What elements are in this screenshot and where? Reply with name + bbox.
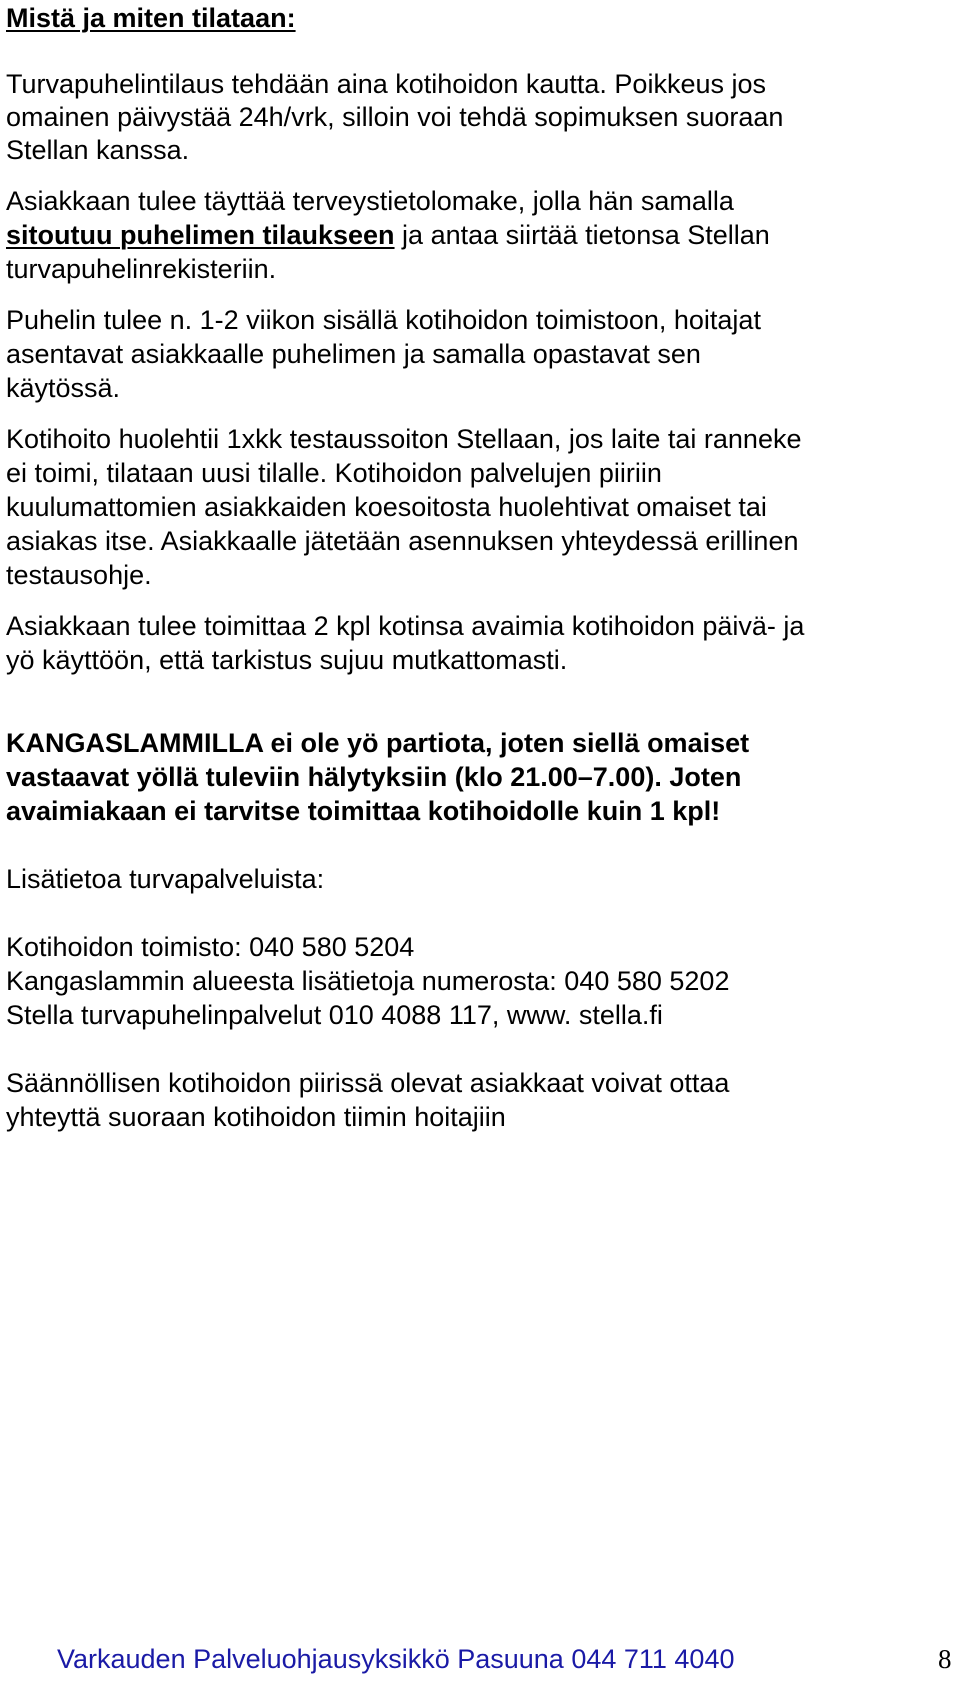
- paragraph-health-form-line-2-rest: ja antaa siirtää tietonsa Stellan: [394, 220, 770, 250]
- paragraph-testing-line-1: Kotihoito huolehtii 1xkk testaussoiton Stellaan, jos laite tai ranneke: [6, 424, 802, 454]
- commitment-emphasis: sitoutuu puhelimen tilaukseen: [6, 220, 395, 250]
- paragraph-testing-line-4: asiakas itse. Asiakkaalle jätetään asennuksen yhteydessä erillinen: [6, 526, 799, 556]
- paragraph-health-form-line-3: turvapuhelinrekisteriin.: [6, 254, 277, 284]
- page-heading: Mistä ja miten tilataan:: [6, 3, 296, 33]
- contact-line-office: Kotihoidon toimisto: 040 580 5204: [6, 932, 415, 962]
- closing-line-1: Säännöllisen kotihoidon piirissä olevat asiakkaat voivat ottaa: [6, 1068, 730, 1098]
- paragraph-testing-line-2: ei toimi, tilataan uusi tilalle. Kotihoidon palvelujen piiriin: [6, 458, 662, 488]
- paragraph-ordering-line-3: Stellan kanssa.: [6, 135, 190, 165]
- notice-line-2: vastaavat yöllä tuleviin hälytyksiin (klo 21.00–7.00). Joten: [6, 762, 742, 792]
- notice-line-3: avaimiakaan ei tarvitse toimittaa kotihoidolle kuin 1 kpl!: [6, 796, 721, 826]
- paragraph-testing-line-5: testausohje.: [6, 560, 152, 590]
- paragraph-delivery-line-2: asentavat asiakkaalle puhelimen ja samalla opastavat sen: [6, 339, 701, 369]
- contact-line-kangaslampi: Kangaslammin alueesta lisätietoja numerosta: 040 580 5202: [6, 966, 730, 996]
- closing-line-2: yhteyttä suoraan kotihoidon tiimin hoitajiin: [6, 1102, 506, 1132]
- paragraph-delivery-line-3: käytössä.: [6, 373, 121, 403]
- page-number: 8: [938, 1644, 952, 1674]
- paragraph-ordering-line-2: omainen päivystää 24h/vrk, silloin voi tehdä sopimuksen suoraan: [6, 102, 784, 132]
- paragraph-keys-line-2: yö käyttöön, että tarkistus sujuu mutkattomasti.: [6, 645, 568, 675]
- notice-line-1: KANGASLAMMILLA ei ole yö partiota, joten siellä omaiset: [6, 728, 750, 758]
- contact-line-stella: Stella turvapuhelinpalvelut 010 4088 117, www. stella.fi: [6, 1000, 663, 1030]
- info-title: Lisätietoa turvapalveluista:: [6, 864, 325, 894]
- paragraph-health-form-line-2: [6, 217, 770, 253]
- footer-contact: Varkauden Palveluohjausyksikkö Pasuuna 044 711 4040: [57, 1644, 735, 1674]
- paragraph-delivery-line-1: Puhelin tulee n. 1-2 viikon sisällä kotihoidon toimistoon, hoitajat: [6, 305, 761, 335]
- paragraph-ordering-line-1: Turvapuhelintilaus tehdään aina kotihoidon kautta. Poikkeus jos: [6, 69, 766, 99]
- paragraph-health-form-line-1: Asiakkaan tulee täyttää terveystietolomake, jolla hän samalla: [6, 186, 734, 216]
- paragraph-keys-line-1: Asiakkaan tulee toimittaa 2 kpl kotinsa avaimia kotihoidon päivä- ja: [6, 611, 805, 641]
- paragraph-testing-line-3: kuulumattomien asiakkaiden koesoitosta huolehtivat omaiset tai: [6, 492, 767, 522]
